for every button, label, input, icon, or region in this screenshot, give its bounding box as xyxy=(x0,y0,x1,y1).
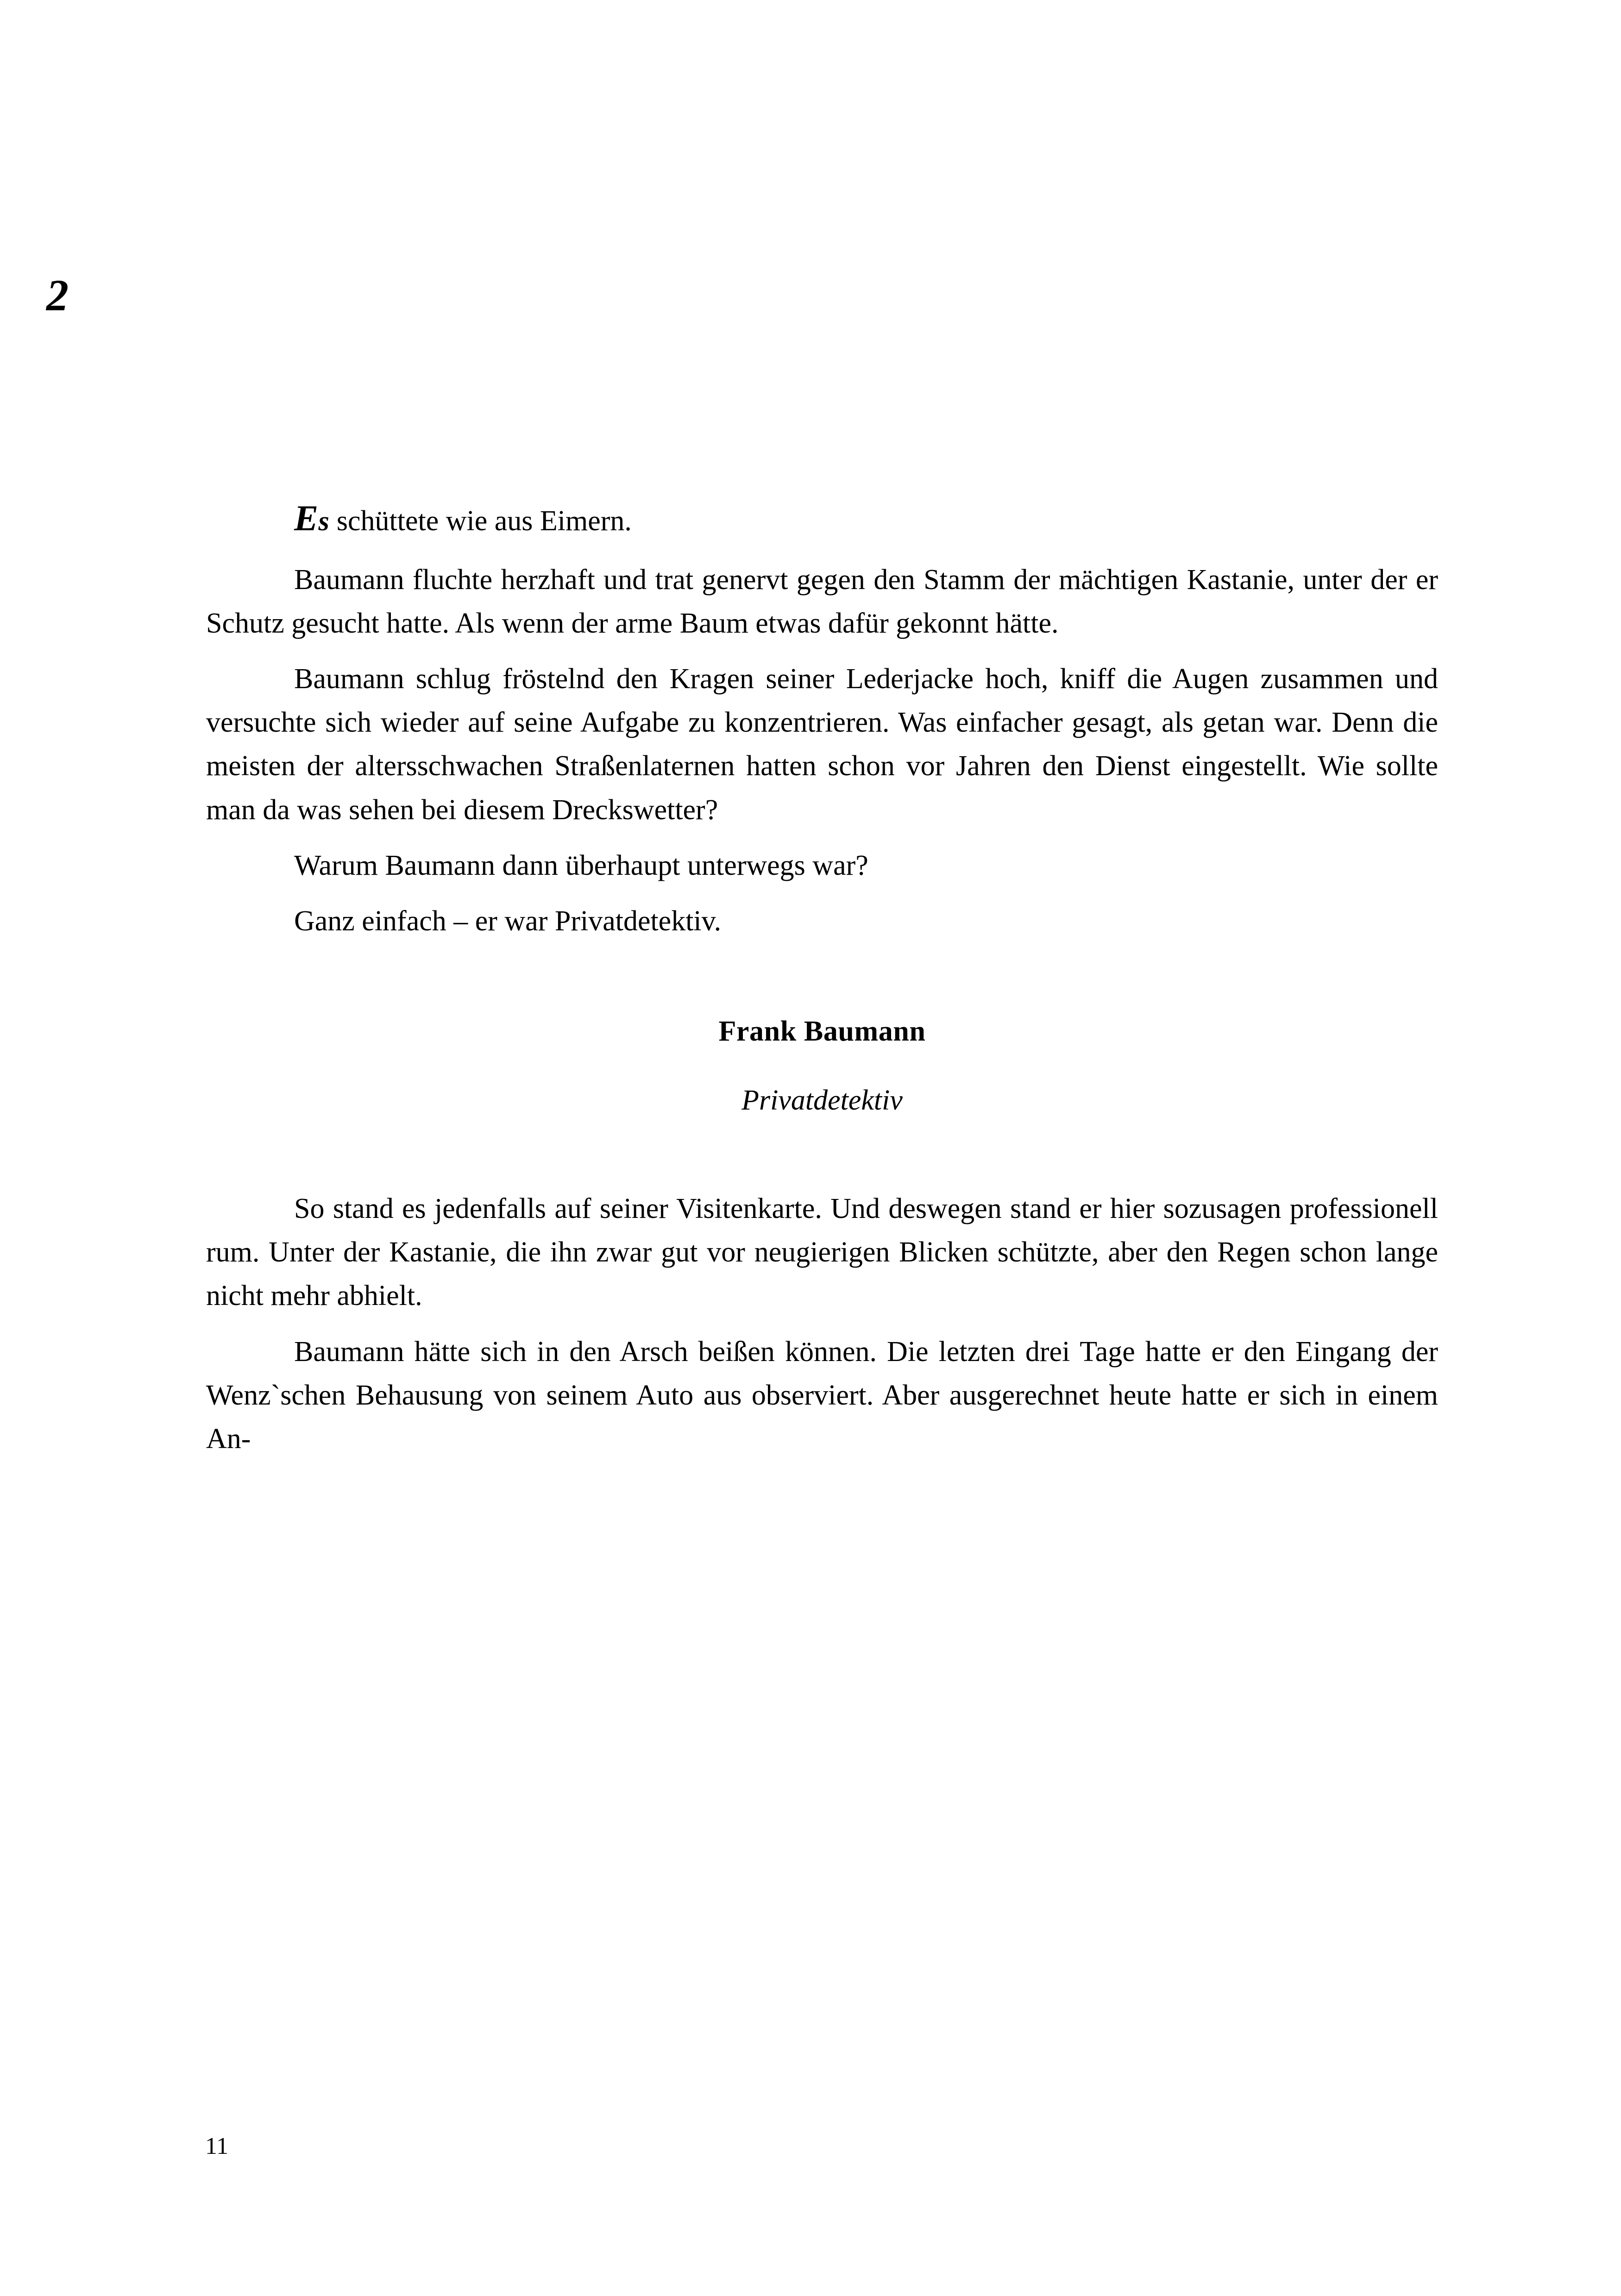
paragraph-4: Warum Baumann dann überhaupt unterwegs war? xyxy=(294,849,868,881)
paragraph-1 xyxy=(206,491,1438,558)
business-card-name: Frank Baumann xyxy=(718,1016,926,1048)
page-number: 11 xyxy=(205,2133,229,2159)
body-text xyxy=(206,491,1438,1461)
paragraph-7: Baumann hätte sich in den Arsch beißen können. Die letzten drei Tage hatte er den Eingang der Wenz`schen Behausung von seinem Auto aus observiert. Aber ausgerechnet heute hatte er sich in einem An- xyxy=(206,1336,1438,1455)
business-card-role: Privatdetektiv xyxy=(741,1084,903,1116)
paragraph-6: So stand es jedenfalls auf seiner Visitenkarte. Und deswegen stand er hier sozusagen professionell rum. Unter der Kastanie, die ihn zwar gut vor neugierigen Blicken schützte, aber den Regen schon lange nicht mehr abhielt. xyxy=(206,1192,1438,1312)
lead-initial: E xyxy=(294,498,319,538)
paragraph-5: Ganz einfach – er war Privatdetektiv. xyxy=(294,905,722,937)
paragraph-1-text: schüttete wie aus Eimern. xyxy=(329,505,632,537)
business-card-block xyxy=(206,1010,1438,1122)
paragraph-3: Baumann schlug fröstelnd den Kragen seiner Lederjacke hoch, kniff die Augen zusammen und versuchte sich wieder auf seine Aufgabe zu konzentrieren. Was einfacher gesagt, als getan war. Denn die meisten der altersschwachen Straßenlaternen hatten schon vor Jahren den Dienst eingestellt. Wie sollte man da was sehen bei diesem Dreckswetter? xyxy=(206,663,1438,826)
chapter-number: 2 xyxy=(46,270,69,320)
lead-rest: s xyxy=(318,506,330,536)
lead-word xyxy=(294,498,329,538)
paragraph-2: Baumann fluchte herzhaft und trat genervt gegen den Stamm der mächtigen Kastanie, unter der er Schutz gesucht hatte. Als wenn der arme Baum etwas dafür gekonnt hätte. xyxy=(206,564,1438,639)
